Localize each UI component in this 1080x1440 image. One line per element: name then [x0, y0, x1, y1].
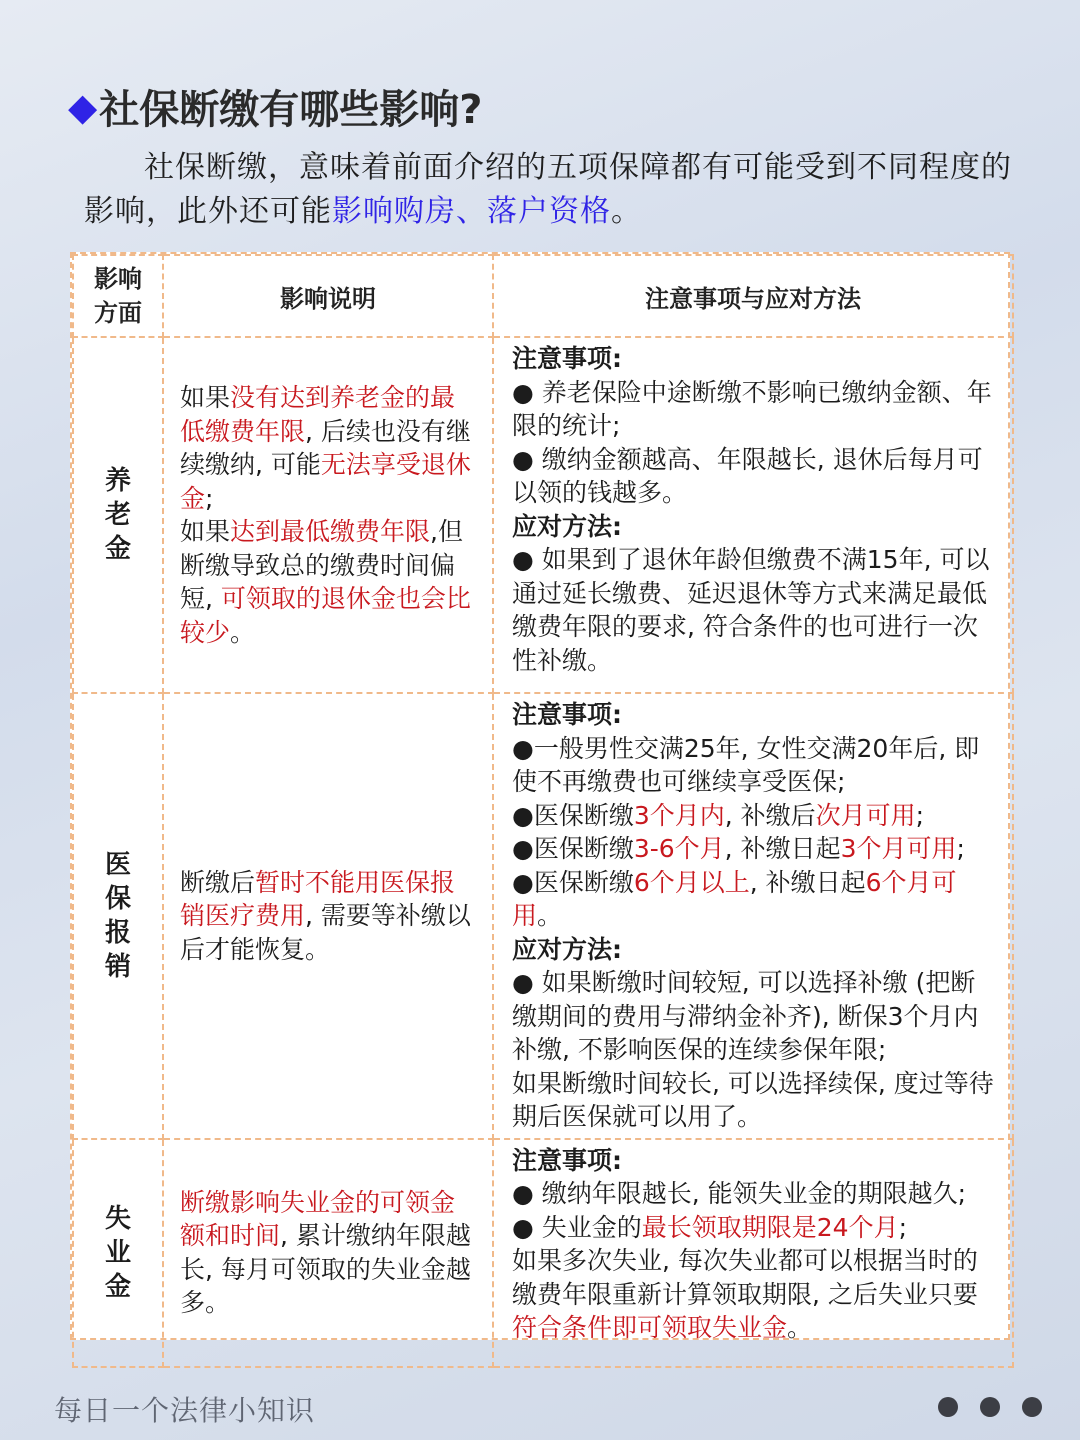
body-text: ; [956, 834, 965, 863]
impact-table [70, 252, 1010, 1340]
body-text: ●医保断缴 [512, 800, 634, 830]
table-row [73, 693, 1013, 1139]
page-title-text: 社保断缴有哪些影响? [99, 87, 483, 133]
body-text: , 后续也没有继续缴纳, 可能 [180, 416, 471, 479]
notes-item [512, 443, 996, 510]
page-dot-icon[interactable] [980, 1397, 1000, 1417]
highlight-text: 最长领取期限是24个月 [641, 1212, 899, 1242]
notes-item [512, 543, 996, 677]
body-text: 。 [537, 901, 563, 930]
body-text: ●医保断缴 [512, 834, 634, 863]
header-aspect-line1: 影响 [94, 265, 142, 293]
highlight-text: 可领取的退休金也会比较少 [180, 584, 471, 647]
body-text: ● 缴纳年限越长, 能领失业金的期限越久; [512, 1179, 967, 1208]
page-indicator-dots [938, 1397, 1042, 1417]
body-text: ,但断缴导致总的缴费时间偏短, [180, 517, 463, 613]
notes-item [512, 1211, 996, 1245]
intro-text: 社保断缴，意味着前面介绍的五项保障都有可能受到不同程度的影响，此外还可能 [84, 150, 1012, 229]
notes-item [512, 732, 996, 799]
body-text: 应对方法: [512, 934, 622, 964]
row-notes [493, 1139, 1013, 1367]
body-text: ●一般男性交满25年, 女性交满20年后, 即使不再缴费也可继续享受医保; [512, 733, 980, 796]
aspect-char: 老 [104, 500, 131, 530]
highlight-text: 次月可用 [815, 800, 916, 830]
aspect-char: 保 [104, 883, 131, 914]
table-row [73, 337, 1013, 693]
notes-heading [512, 510, 996, 544]
row-description [163, 1139, 493, 1367]
body-text: 如果 [180, 517, 231, 546]
aspect-char: 养 [104, 466, 131, 496]
body-text: 如果 [180, 383, 231, 412]
body-text: 注意事项: [512, 700, 622, 729]
body-text: 注意事项: [512, 1145, 622, 1175]
intro-paragraph [84, 146, 1014, 234]
body-text: , 补缴日起 [724, 834, 841, 863]
row-notes [493, 337, 1013, 693]
body-text: , 需要等补缴以后才能恢复。 [180, 901, 471, 964]
aspect-char: 医 [104, 849, 131, 880]
highlight-text: 6个月以上 [633, 867, 750, 897]
aspect-char: 金 [104, 534, 131, 564]
body-text: ; [915, 800, 925, 830]
body-text: 应对方法: [512, 511, 622, 541]
footer-caption: 每日一个法律小知识 [54, 1394, 316, 1427]
body-text: 。 [787, 1313, 813, 1342]
table-row [73, 1139, 1013, 1367]
notes-item [512, 1177, 996, 1211]
body-text: 断缴后 [180, 867, 256, 897]
row-aspect [73, 1139, 163, 1367]
aspect-char: 业 [104, 1237, 131, 1268]
page-dot-icon[interactable] [1022, 1397, 1042, 1417]
body-text: , 补缴日起 [749, 867, 866, 897]
body-text: ●医保断缴 [512, 867, 634, 897]
aspect-char: 金 [104, 1271, 131, 1302]
body-text: ; [898, 1212, 908, 1242]
notes-item [512, 376, 996, 443]
notes-item [512, 866, 996, 933]
header-notes: 注意事项与应对方法 [493, 255, 1013, 337]
body-text: ● 失业金的 [512, 1212, 642, 1242]
highlight-text: 3-6个月 [633, 834, 725, 863]
highlight-text: 3个月内 [633, 800, 725, 830]
header-aspect-line2: 方面 [94, 299, 142, 327]
body-text: ● 如果断缴时间较短, 可以选择补缴 (把断缴期间的费用与滞纳金补齐), 断保3个月内补缴, 不影响医保的连续参保年限; [512, 968, 979, 1064]
body-text: , 累计缴纳年限越长, 每月可领取的失业金越多。 [180, 1221, 471, 1317]
highlight-text: 6个月可用 [512, 867, 957, 930]
body-text: 如果多次失业, 每次失业都可以根据当时的缴费年限重新计算领取期限, 之后失业只要 [512, 1246, 978, 1309]
row-description [163, 337, 493, 693]
row-aspect [73, 337, 163, 693]
body-text: ; [205, 483, 214, 513]
highlight-text: 达到最低缴费年限 [230, 517, 431, 546]
highlight-text: 3个月可用 [840, 834, 957, 863]
body-text: 注意事项: [512, 344, 622, 373]
header-description: 影响说明 [163, 255, 493, 337]
intro-highlight: 影响购房、落户资格 [332, 194, 611, 229]
notes-heading [512, 698, 996, 732]
body-text: 。 [230, 617, 256, 647]
highlight-text: 断缴影响失业金的可领金额和时间 [180, 1187, 456, 1250]
header-aspect [73, 255, 163, 337]
highlight-text: 暂时不能用医保报销医疗费用 [180, 867, 456, 930]
diamond-bullet-icon: ◆ [68, 84, 98, 129]
body-text: ● 养老保险中途断缴不影响已缴纳金额、年限的统计; [512, 377, 992, 440]
table-header-row [73, 255, 1013, 337]
row-description [163, 693, 493, 1139]
highlight-text: 没有达到养老金的最低缴费年限 [180, 383, 456, 446]
page-dot-icon[interactable] [938, 1397, 958, 1417]
notes-item [512, 966, 996, 1067]
body-text: 如果断缴时间较长, 可以选择续保, 度过等待期后医保就可以用了。 [512, 1068, 994, 1131]
row-aspect [73, 693, 163, 1139]
notes-heading [512, 933, 996, 967]
body-text: ● 缴纳金额越高、年限越长, 退休后每月可以领的钱越多。 [512, 444, 983, 507]
aspect-char: 失 [104, 1203, 131, 1234]
notes-item [512, 1244, 996, 1345]
body-text: , 补缴后 [724, 800, 816, 830]
notes-item [512, 799, 996, 833]
notes-heading [512, 342, 996, 376]
page-title [68, 78, 482, 135]
aspect-char: 销 [104, 951, 131, 982]
intro-end: 。 [611, 194, 642, 229]
highlight-text: 无法享受退休金 [180, 450, 471, 513]
row-notes [493, 693, 1013, 1139]
body-text: ● 如果到了退休年龄但缴费不满15年, 可以通过延长缴费、延迟退休等方式来满足最低缴费年限的要求, 符合条件的也可进行一次性补缴。 [512, 545, 990, 675]
highlight-text: 符合条件即可领取失业金 [512, 1313, 788, 1342]
notes-heading [512, 1144, 996, 1178]
aspect-char: 报 [104, 917, 131, 948]
notes-item [512, 832, 996, 866]
notes-item [512, 1067, 996, 1134]
